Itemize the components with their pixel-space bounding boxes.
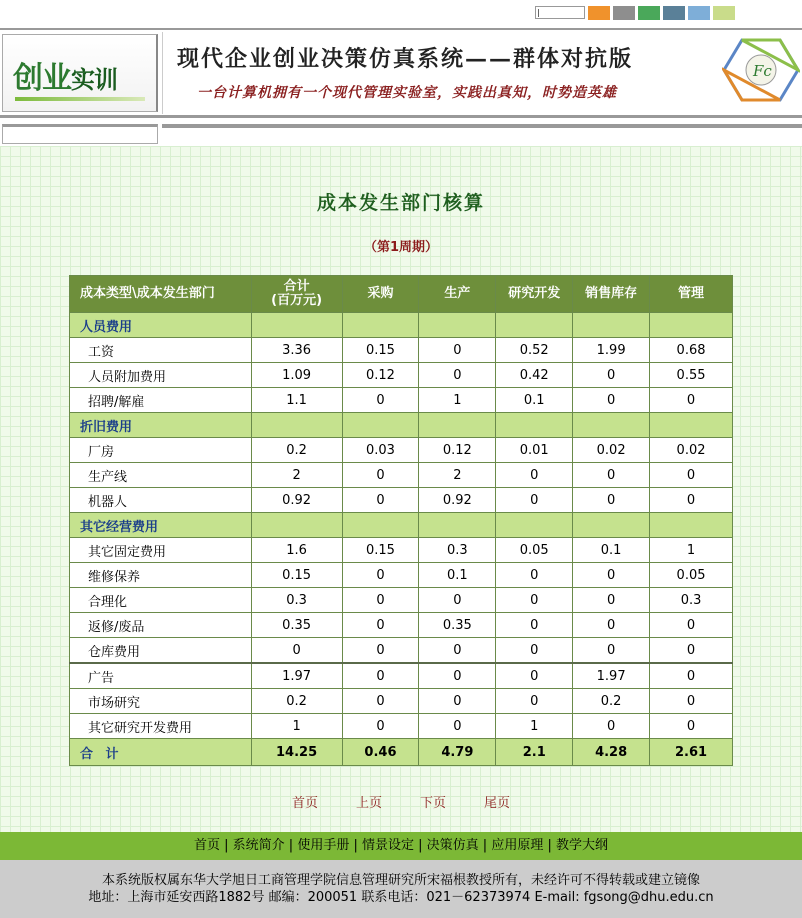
logo-underline xyxy=(15,97,145,101)
cost-value-cell: 0 xyxy=(573,588,650,613)
cost-value-cell: 0.35 xyxy=(419,613,496,638)
color-swatch[interactable] xyxy=(688,6,710,20)
category-cell xyxy=(419,513,496,538)
nav-link[interactable]: 系统简介 xyxy=(232,838,285,853)
cost-value-cell: 0.02 xyxy=(650,438,733,463)
cost-value-cell: 0 xyxy=(342,563,419,588)
cost-value-cell: 0 xyxy=(650,388,733,413)
cost-value-cell: 2 xyxy=(251,463,342,488)
logo-text: 创业实训 xyxy=(13,61,117,96)
category-cell xyxy=(419,413,496,438)
cost-item-label: 招聘/解雇 xyxy=(70,388,252,413)
cost-value-cell: 0 xyxy=(342,663,419,689)
scroll-tab-control[interactable] xyxy=(535,6,585,19)
cost-item-label: 工资 xyxy=(70,338,252,363)
table-row xyxy=(70,463,733,488)
cost-value-cell: 0.05 xyxy=(650,563,733,588)
total-value-cell: 2.1 xyxy=(496,739,573,766)
cost-item-label: 市场研究 xyxy=(70,689,252,714)
cost-item-label: 广告 xyxy=(70,663,252,689)
cost-item-label: 维修保养 xyxy=(70,563,252,588)
cost-value-cell: 0.3 xyxy=(419,538,496,563)
category-cell xyxy=(342,513,419,538)
table-row xyxy=(70,663,733,689)
cost-value-cell: 0.02 xyxy=(573,438,650,463)
cost-value-cell: 1.97 xyxy=(573,663,650,689)
color-swatch[interactable] xyxy=(638,6,660,20)
period-label: （第1周期） xyxy=(363,240,439,255)
cost-value-cell: 0.68 xyxy=(650,338,733,363)
nav-separator: | xyxy=(284,838,298,853)
cost-item-label: 厂房 xyxy=(70,438,252,463)
cost-item-label: 仓库费用 xyxy=(70,638,252,664)
column-header-sales-inventory: 销售库存 xyxy=(573,276,650,313)
color-swatch[interactable] xyxy=(713,6,735,20)
category-cell xyxy=(251,413,342,438)
next-page-link[interactable]: 下页 xyxy=(420,796,447,811)
category-cell xyxy=(342,413,419,438)
category-cell xyxy=(573,413,650,438)
cost-value-cell: 0.01 xyxy=(496,438,573,463)
total-value-cell: 4.28 xyxy=(573,739,650,766)
category-cell xyxy=(573,513,650,538)
cost-value-cell: 0.3 xyxy=(650,588,733,613)
cost-value-cell: 0 xyxy=(650,663,733,689)
category-cell xyxy=(251,313,342,338)
cost-value-cell: 0 xyxy=(650,638,733,664)
cost-allocation-table xyxy=(69,275,733,766)
cost-value-cell: 0 xyxy=(496,463,573,488)
cost-value-cell: 2 xyxy=(419,463,496,488)
cost-value-cell: 0 xyxy=(419,363,496,388)
category-cell xyxy=(650,513,733,538)
copyright-text: 本系统版权属东华大学旭日工商管理学院信息管理研究所宋福根教授所有，未经许可不得转载或建立镜像 xyxy=(101,873,700,888)
system-title: 现代企业创业决策仿真系统——群体对抗版 xyxy=(177,46,634,72)
cost-value-cell: 0 xyxy=(342,613,419,638)
cost-value-cell: 0 xyxy=(419,338,496,363)
cost-value-cell: 0 xyxy=(573,638,650,664)
table-row xyxy=(70,338,733,363)
cost-value-cell: 1 xyxy=(251,714,342,739)
table-header-row xyxy=(70,276,733,313)
cost-value-cell: 1.09 xyxy=(251,363,342,388)
cost-value-cell: 0.55 xyxy=(650,363,733,388)
main-content xyxy=(0,146,802,832)
category-row xyxy=(70,513,733,538)
cost-value-cell: 0.2 xyxy=(251,438,342,463)
cost-value-cell: 0 xyxy=(650,488,733,513)
cost-item-label: 其它固定费用 xyxy=(70,538,252,563)
cost-value-cell: 1.99 xyxy=(573,338,650,363)
nav-link[interactable]: 使用手册 xyxy=(297,838,350,853)
top-strip xyxy=(0,0,802,28)
category-label: 其它经营费用 xyxy=(70,513,252,538)
cost-item-label: 其它研究开发费用 xyxy=(70,714,252,739)
cost-value-cell: 0.42 xyxy=(496,363,573,388)
cost-value-cell: 0.12 xyxy=(419,438,496,463)
cost-value-cell: 0 xyxy=(573,488,650,513)
nav-separator: | xyxy=(219,838,233,853)
table-row xyxy=(70,613,733,638)
bottom-nav xyxy=(0,832,802,860)
cost-value-cell: 1.1 xyxy=(251,388,342,413)
table-row xyxy=(70,488,733,513)
cost-value-cell: 0 xyxy=(650,463,733,488)
cost-item-label: 机器人 xyxy=(70,488,252,513)
cost-value-cell: 0.2 xyxy=(251,689,342,714)
header-separator xyxy=(0,124,802,146)
cost-item-label: 生产线 xyxy=(70,463,252,488)
cost-value-cell: 0 xyxy=(573,388,650,413)
nav-link[interactable]: 应用原理 xyxy=(491,838,544,853)
cost-value-cell: 1 xyxy=(496,714,573,739)
cost-value-cell: 0.05 xyxy=(496,538,573,563)
category-row xyxy=(70,313,733,338)
cost-value-cell: 0 xyxy=(342,588,419,613)
table-row xyxy=(70,638,733,664)
cost-value-cell: 0 xyxy=(573,714,650,739)
cost-item-label: 人员附加费用 xyxy=(70,363,252,388)
cost-value-cell: 0.3 xyxy=(251,588,342,613)
emblem-text: Fc xyxy=(753,62,772,80)
cost-value-cell: 0 xyxy=(650,714,733,739)
hexagon-emblem-icon xyxy=(722,36,800,104)
total-value-cell: 0.46 xyxy=(342,739,419,766)
cost-value-cell: 0.2 xyxy=(573,689,650,714)
cost-value-cell: 0.1 xyxy=(419,563,496,588)
nav-separator: | xyxy=(349,838,362,853)
table-row xyxy=(70,563,733,588)
footer xyxy=(0,860,802,918)
color-swatch[interactable] xyxy=(588,6,610,20)
table-row xyxy=(70,714,733,739)
cost-value-cell: 0 xyxy=(342,689,419,714)
cost-value-cell: 0 xyxy=(496,689,573,714)
cost-value-cell: 0.03 xyxy=(342,438,419,463)
category-cell xyxy=(650,313,733,338)
category-cell xyxy=(496,413,573,438)
color-swatch[interactable] xyxy=(663,6,685,20)
category-cell xyxy=(419,313,496,338)
cost-value-cell: 1 xyxy=(650,538,733,563)
cost-value-cell: 0 xyxy=(496,663,573,689)
table-row xyxy=(70,538,733,563)
cost-value-cell: 0 xyxy=(496,488,573,513)
nav-separator: | xyxy=(478,838,492,853)
category-label: 人员费用 xyxy=(70,313,252,338)
table-row xyxy=(70,363,733,388)
total-value-cell: 14.25 xyxy=(251,739,342,766)
category-cell xyxy=(496,513,573,538)
title-area xyxy=(162,32,723,114)
category-cell xyxy=(496,313,573,338)
system-slogan: 一台计算机拥有一个现代管理实验室，实践出真知，时势造英雄 xyxy=(197,85,617,101)
nav-link[interactable]: 教学大纲 xyxy=(556,838,609,853)
cost-value-cell: 0.15 xyxy=(342,338,419,363)
prev-page-link[interactable]: 上页 xyxy=(356,796,383,811)
column-header-production: 生产 xyxy=(419,276,496,313)
color-swatches xyxy=(588,6,735,20)
nav-separator: | xyxy=(414,838,427,853)
cost-value-cell: 0.15 xyxy=(342,538,419,563)
cost-value-cell: 0.1 xyxy=(496,388,573,413)
cost-value-cell: 0 xyxy=(496,563,573,588)
table-row xyxy=(70,689,733,714)
cost-value-cell: 0 xyxy=(650,613,733,638)
cost-value-cell: 0 xyxy=(342,488,419,513)
nav-link[interactable]: 决策仿真 xyxy=(426,838,479,853)
cost-value-cell: 0 xyxy=(496,613,573,638)
cost-value-cell: 1 xyxy=(419,388,496,413)
column-header-total: 合计 (百万元) xyxy=(251,276,342,313)
nav-link[interactable]: 首页 xyxy=(193,838,220,853)
cost-value-cell: 0 xyxy=(342,714,419,739)
category-cell xyxy=(650,413,733,438)
category-cell xyxy=(573,313,650,338)
cost-value-cell: 0 xyxy=(496,638,573,664)
cost-value-cell: 1.97 xyxy=(251,663,342,689)
column-header-purchasing: 采购 xyxy=(342,276,419,313)
cost-value-cell: 0 xyxy=(573,363,650,388)
cost-item-label: 返修/废品 xyxy=(70,613,252,638)
column-header-management: 管理 xyxy=(650,276,733,313)
cost-value-cell: 0.52 xyxy=(496,338,573,363)
cost-value-cell: 0 xyxy=(419,714,496,739)
cost-value-cell: 0 xyxy=(419,588,496,613)
column-header-rnd: 研究开发 xyxy=(496,276,573,313)
cost-value-cell: 0 xyxy=(342,638,419,664)
nav-separator: | xyxy=(543,838,556,853)
category-cell xyxy=(251,513,342,538)
category-row xyxy=(70,413,733,438)
first-page-link[interactable]: 首页 xyxy=(292,796,319,811)
site-header xyxy=(0,28,802,118)
category-cell xyxy=(342,313,419,338)
cost-value-cell: 0 xyxy=(573,563,650,588)
cost-value-cell: 0 xyxy=(573,613,650,638)
cost-value-cell: 0 xyxy=(342,463,419,488)
cost-value-cell: 0 xyxy=(496,588,573,613)
contact-text: 地址：上海市延安西路1882号 邮编：200051 联系电话：021－62373974 E-mail: fgsong@dhu.edu.cn xyxy=(88,890,714,905)
cost-value-cell: 0.92 xyxy=(419,488,496,513)
category-label: 折旧费用 xyxy=(70,413,252,438)
cost-value-cell: 0.35 xyxy=(251,613,342,638)
logo[interactable] xyxy=(2,34,158,112)
cost-value-cell: 0 xyxy=(419,638,496,664)
cost-value-cell: 0.1 xyxy=(573,538,650,563)
color-swatch[interactable] xyxy=(613,6,635,20)
cost-value-cell: 0 xyxy=(342,388,419,413)
table-row xyxy=(70,388,733,413)
table-row xyxy=(70,438,733,463)
cost-value-cell: 0.12 xyxy=(342,363,419,388)
cost-value-cell: 0.92 xyxy=(251,488,342,513)
page-title: 成本发生部门核算 xyxy=(316,192,485,214)
total-label: 合 计 xyxy=(70,739,252,766)
cost-value-cell: 0 xyxy=(573,463,650,488)
cost-value-cell: 0 xyxy=(419,689,496,714)
cost-value-cell: 0 xyxy=(419,663,496,689)
cost-value-cell: 0 xyxy=(251,638,342,664)
cost-value-cell: 0.15 xyxy=(251,563,342,588)
cost-value-cell: 1.6 xyxy=(251,538,342,563)
total-row xyxy=(70,739,733,766)
last-page-link[interactable]: 尾页 xyxy=(484,796,511,811)
cost-item-label: 合理化 xyxy=(70,588,252,613)
total-value-cell: 4.79 xyxy=(419,739,496,766)
column-header-cost-type: 成本类型\成本发生部门 xyxy=(70,276,252,313)
nav-link[interactable]: 情景设定 xyxy=(361,838,414,853)
cost-value-cell: 3.36 xyxy=(251,338,342,363)
total-value-cell: 2.61 xyxy=(650,739,733,766)
table-row xyxy=(70,588,733,613)
cost-value-cell: 0 xyxy=(650,689,733,714)
